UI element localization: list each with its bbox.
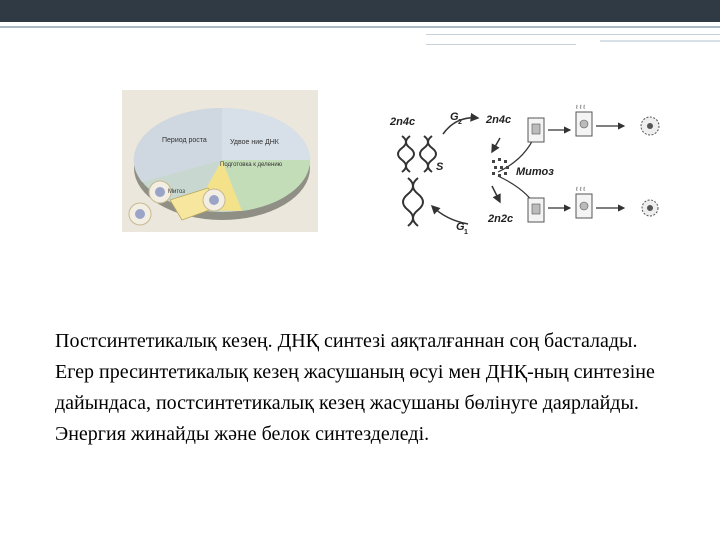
label-g2-sub: 2 bbox=[458, 119, 462, 126]
cell-icon bbox=[528, 198, 544, 222]
label-s-phase: S bbox=[436, 161, 444, 173]
label-growth-period: Период роста bbox=[162, 137, 207, 144]
label-2n4c-left: 2n4c bbox=[390, 116, 416, 128]
cell-icon bbox=[576, 186, 592, 218]
chromosome-single-icon bbox=[403, 178, 423, 226]
paragraph-postsynthetic: Постсинтетикалық кезең. ДНҚ синтезі аяқталғаннан соң басталады. bbox=[55, 330, 638, 352]
header-rule bbox=[426, 44, 576, 45]
label-mitosis: Митоз bbox=[168, 189, 186, 195]
cell-icon bbox=[528, 118, 544, 142]
arrow-icon bbox=[492, 138, 500, 152]
label-2n4c-right: 2n4c bbox=[486, 114, 512, 126]
header-rule bbox=[0, 26, 720, 28]
arrow-icon bbox=[492, 186, 500, 202]
label-g2: G bbox=[450, 111, 459, 123]
svg-text:ℓ ℓ ℓ: ℓ ℓ ℓ bbox=[576, 105, 586, 111]
header-rule bbox=[600, 40, 720, 42]
label-prep: Подготовка к делению bbox=[220, 162, 283, 168]
cell-icon bbox=[576, 104, 592, 136]
header-bar bbox=[0, 0, 720, 22]
divided-cell-icon bbox=[642, 200, 658, 216]
chromosome-pair-icon bbox=[398, 136, 436, 172]
label-g1: G bbox=[456, 221, 465, 233]
label-mitosis-right: Митоз bbox=[516, 166, 554, 178]
header-rule bbox=[426, 34, 720, 35]
label-g1-sub: 1 bbox=[464, 229, 468, 236]
label-dna-doubling: Удвое ние ДНК bbox=[230, 139, 279, 146]
spindle-icon bbox=[492, 158, 509, 177]
slide-body-text bbox=[55, 326, 695, 450]
chromosome-cycle-figure bbox=[388, 98, 678, 238]
label-2n2c: 2n2c bbox=[488, 213, 514, 225]
divided-cell-icon bbox=[641, 117, 659, 135]
paragraph-explanation: Егер пресинтетикалық кезең жасушаның өсуі мен ДНҚ-ның синтезіне дайындаса, постсинтетикалық кезең жасушаны бөлінуге даярлайды. Энергия жинайды және белок синтезделеді. bbox=[55, 361, 655, 445]
cell-cycle-pie-figure bbox=[122, 90, 318, 232]
svg-text:ℓ ℓ ℓ: ℓ ℓ ℓ bbox=[576, 187, 586, 193]
